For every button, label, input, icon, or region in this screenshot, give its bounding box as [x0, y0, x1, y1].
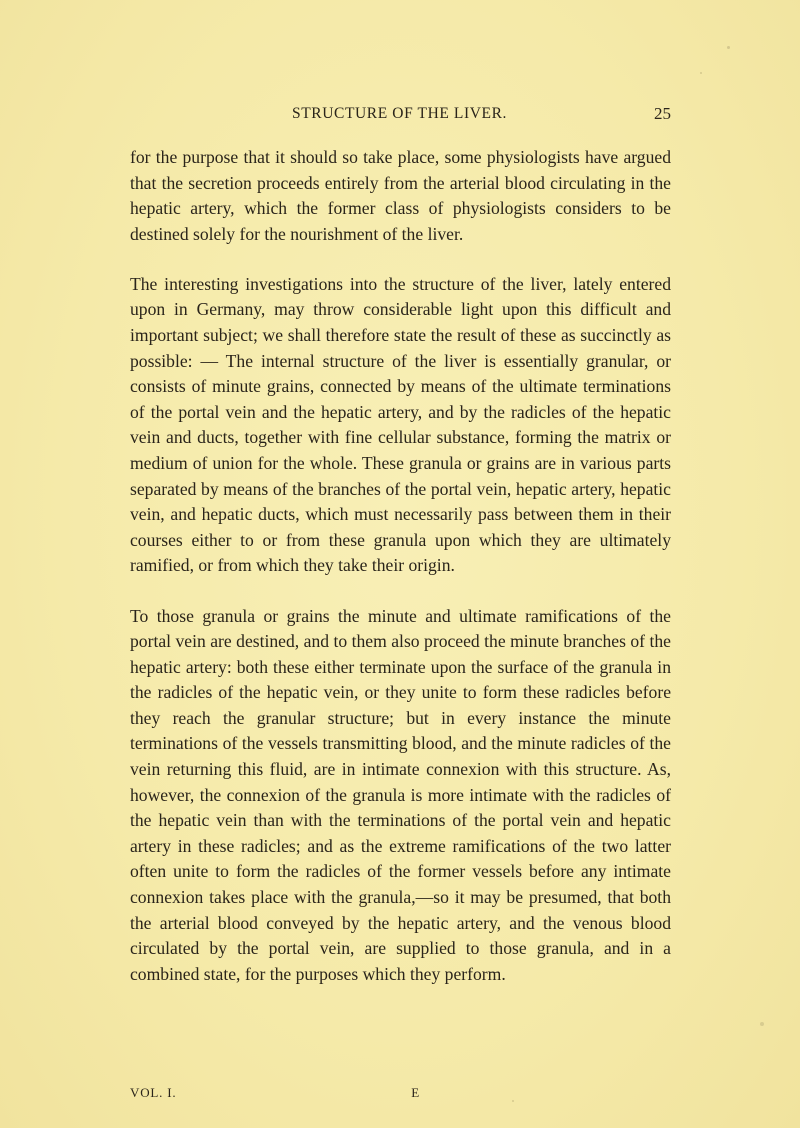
running-head: STRUCTURE OF THE LIVER.: [291, 105, 508, 122]
page-header: [128, 102, 671, 126]
paragraph-1: for the purpose that it should so take place, some physiologists have argued that the secretion proceeds entirely from the arterial blood circulating in the hepatic artery, which the former class of physiologists considers to be destined solely for the nourishment of the liver.: [130, 147, 671, 244]
paper-speck: [727, 46, 730, 49]
paragraph-2: The interesting investigations into the structure of the liver, lately entered upon in Germany, may throw considerable light upon this difficult and important subject; we shall therefore state the result of these as succinctly as possible: — The internal structure of the liver is essentially granular, or consists of minute grains, connected by means of the ultimate terminations of the portal vein and the hepatic artery, and by the radicles of the hepatic vein and ducts, together with fine cellular substance, forming the matrix or medium of union for the whole. These granula or grains are in various parts separated by means of the branches of the portal vein, hepatic artery, hepatic vein, and hepatic ducts, which must necessarily pass between them in their courses either to or from these granula upon which they are ultimately ramified, or from which they take their origin.: [130, 273, 671, 576]
page-number: 25: [654, 104, 671, 123]
paper-speck: [760, 1022, 764, 1026]
body-text: [130, 145, 671, 987]
paragraph-3: To those granula or grains the minute and ultimate ramifications of the portal vein are destined, and to them also proceed the minute branches of the hepatic artery: both these either terminate upon the surface of the granula in the radicles of the hepatic vein, or they unite to form these radicles before they reach the granular structure; but in every instance the minute terminations of the vessels transmitting blood, and the minute radicles of the vein returning this fluid, are in intimate connexion with this structure. As, however, the connexion of the granula is more intimate with the radicles of the hepatic vein than with the terminations of the portal vein and hepatic artery in these radicles; and as the extreme ramifications of the two latter often unite to form the radicles of the former vessels before any intimate connexion takes place with the granula,—so it may be presumed, that both the arterial blood conveyed by the hepatic artery, and the venous blood circulated by the portal vein, are supplied to those granula, and in a combined state, for the purposes which they perform.: [130, 605, 671, 984]
paper-speck: [512, 1100, 514, 1102]
volume-label: VOL. I.: [130, 1085, 177, 1100]
signature-mark: E: [411, 1085, 420, 1100]
page-footer: [130, 1085, 420, 1105]
paper-speck: [700, 72, 702, 74]
